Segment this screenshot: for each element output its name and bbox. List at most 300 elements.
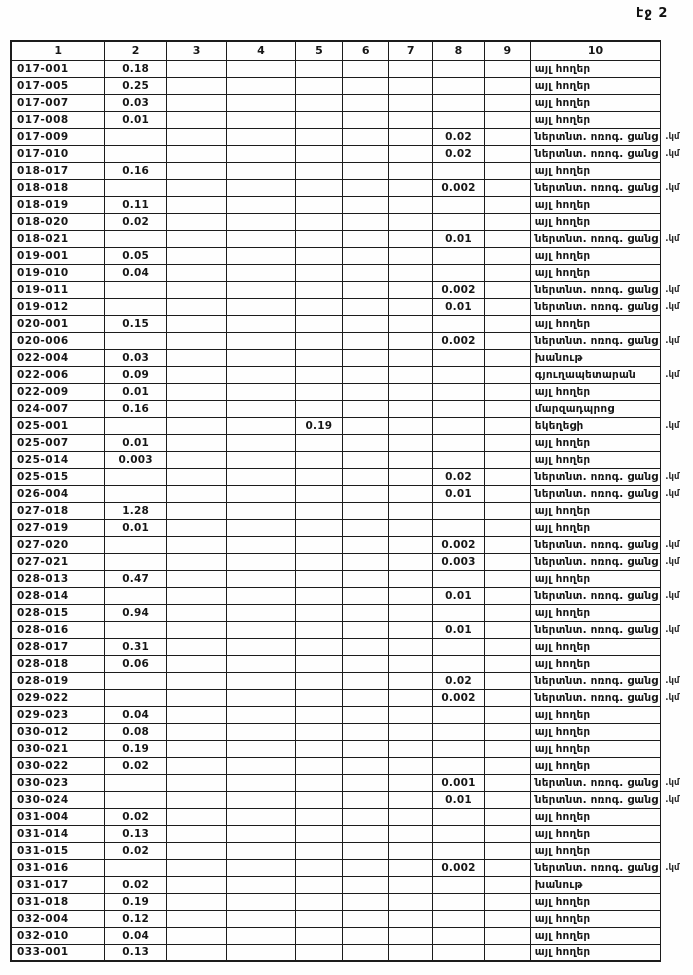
cell-value <box>484 893 530 910</box>
cell-value: 0.04 <box>105 264 166 281</box>
cell-parcel-code: 018-021 <box>11 230 105 247</box>
cell-value <box>105 485 166 502</box>
cell-value <box>105 179 166 196</box>
cell-value <box>389 723 433 740</box>
cell-value <box>227 417 295 434</box>
cell-value <box>389 468 433 485</box>
cell-value <box>433 247 485 264</box>
cell-value <box>166 417 227 434</box>
table-row <box>11 689 692 706</box>
cell-value <box>484 264 530 281</box>
cell-value <box>484 536 530 553</box>
cell-land-type: ներտնտ. ոռոգ. ցանց <box>530 621 660 638</box>
cell-value <box>227 128 295 145</box>
cell-value <box>484 944 530 961</box>
cell-value: 0.02 <box>433 468 485 485</box>
cell-value: 0.01 <box>105 111 166 128</box>
cell-parcel-code: 028-015 <box>11 604 105 621</box>
cell-value <box>433 451 485 468</box>
cell-parcel-code: 028-019 <box>11 672 105 689</box>
cell-value <box>227 434 295 451</box>
cell-value: 0.18 <box>105 60 166 77</box>
margin-note <box>661 910 692 927</box>
cell-value <box>295 162 343 179</box>
cell-value <box>295 808 343 825</box>
cell-value: 0.16 <box>105 400 166 417</box>
cell-value <box>389 706 433 723</box>
margin-note <box>661 400 692 417</box>
cell-parcel-code: 032-010 <box>11 927 105 944</box>
cell-value <box>343 808 389 825</box>
cell-value <box>389 689 433 706</box>
cell-value <box>484 60 530 77</box>
cell-value <box>227 145 295 162</box>
cell-value: 0.01 <box>433 298 485 315</box>
cell-land-type: այլ հողեր <box>530 927 660 944</box>
table-row <box>11 638 692 655</box>
cell-land-type: այլ հողեր <box>530 434 660 451</box>
cell-value <box>295 298 343 315</box>
cell-value <box>166 332 227 349</box>
table-row <box>11 111 692 128</box>
cell-value: 0.01 <box>433 230 485 247</box>
cell-value <box>227 485 295 502</box>
cell-parcel-code: 020-001 <box>11 315 105 332</box>
cell-value <box>295 672 343 689</box>
cell-value <box>484 553 530 570</box>
cell-land-type: այլ հողեր <box>530 213 660 230</box>
cell-value <box>343 417 389 434</box>
cell-land-type: ներտնտ. ոռոգ. ցանց <box>530 128 660 145</box>
cell-land-type: այլ հողեր <box>530 247 660 264</box>
cell-parcel-code: 028-018 <box>11 655 105 672</box>
cell-value <box>343 553 389 570</box>
cell-value <box>343 689 389 706</box>
margin-note <box>661 944 692 961</box>
margin-note <box>661 451 692 468</box>
cell-value <box>295 502 343 519</box>
cell-value <box>227 111 295 128</box>
cell-value <box>166 638 227 655</box>
table-row <box>11 842 692 859</box>
cell-value <box>389 77 433 94</box>
cell-value <box>295 179 343 196</box>
cell-value <box>227 332 295 349</box>
cell-value <box>484 111 530 128</box>
table-row <box>11 264 692 281</box>
cell-value: 0.19 <box>105 893 166 910</box>
cell-land-type: այլ հողեր <box>530 264 660 281</box>
margin-note: . կմ <box>661 485 692 502</box>
cell-value <box>343 485 389 502</box>
cell-value: 0.13 <box>105 825 166 842</box>
cell-land-type: այլ հողեր <box>530 944 660 961</box>
cell-value <box>389 94 433 111</box>
cell-value <box>166 94 227 111</box>
cell-parcel-code: 030-022 <box>11 757 105 774</box>
cell-value <box>166 179 227 196</box>
margin-note <box>661 434 692 451</box>
cell-land-type: այլ հողեր <box>530 94 660 111</box>
cell-value <box>484 366 530 383</box>
cell-value <box>166 502 227 519</box>
table-row <box>11 196 692 213</box>
cell-value <box>433 60 485 77</box>
table-row <box>11 944 692 961</box>
cell-value <box>343 349 389 366</box>
table-row <box>11 94 692 111</box>
cell-parcel-code: 033-001 <box>11 944 105 961</box>
margin-note: . կմ <box>661 298 692 315</box>
cell-value <box>166 264 227 281</box>
cell-value <box>295 434 343 451</box>
cell-value <box>166 791 227 808</box>
cell-value <box>389 162 433 179</box>
cell-parcel-code: 017-010 <box>11 145 105 162</box>
cell-value <box>227 213 295 230</box>
cell-parcel-code: 018-019 <box>11 196 105 213</box>
cell-value <box>343 400 389 417</box>
table-row <box>11 451 692 468</box>
cell-value <box>166 740 227 757</box>
margin-note <box>661 60 692 77</box>
cell-value <box>389 910 433 927</box>
cell-parcel-code: 024-007 <box>11 400 105 417</box>
cell-value <box>389 417 433 434</box>
cell-value: 0.002 <box>433 281 485 298</box>
cell-value <box>166 315 227 332</box>
cell-value <box>166 672 227 689</box>
table-row <box>11 655 692 672</box>
cell-value <box>343 196 389 213</box>
cell-value: 0.06 <box>105 655 166 672</box>
cell-value <box>343 468 389 485</box>
table-row <box>11 213 692 230</box>
cell-value <box>295 60 343 77</box>
cell-value <box>343 570 389 587</box>
cell-value <box>343 162 389 179</box>
cell-value: 0.002 <box>433 332 485 349</box>
cell-value <box>433 315 485 332</box>
cell-value <box>389 808 433 825</box>
margin-note <box>661 893 692 910</box>
table-row <box>11 298 692 315</box>
margin-note <box>661 77 692 94</box>
cell-land-type: այլ հողեր <box>530 383 660 400</box>
cell-value <box>343 451 389 468</box>
cell-value <box>105 417 166 434</box>
table-row <box>11 128 692 145</box>
cell-value <box>433 570 485 587</box>
cell-land-type: ներտնտ. ոռոգ. ցանց <box>530 298 660 315</box>
cell-parcel-code: 027-019 <box>11 519 105 536</box>
cell-land-type: մարզադպրոց <box>530 400 660 417</box>
margin-note <box>661 162 692 179</box>
cell-value <box>389 944 433 961</box>
cell-value <box>389 655 433 672</box>
cell-value <box>484 859 530 876</box>
cell-value <box>389 400 433 417</box>
table-row <box>11 570 692 587</box>
cell-value: 0.15 <box>105 315 166 332</box>
table-row <box>11 162 692 179</box>
cell-value <box>433 808 485 825</box>
margin-note <box>661 825 692 842</box>
table-row <box>11 179 692 196</box>
cell-value: 0.19 <box>105 740 166 757</box>
cell-value <box>295 536 343 553</box>
margin-note <box>661 196 692 213</box>
table-row <box>11 247 692 264</box>
table-row <box>11 315 692 332</box>
cell-value <box>484 876 530 893</box>
cell-land-type: այլ հողեր <box>530 757 660 774</box>
cell-value <box>295 468 343 485</box>
cell-value <box>484 502 530 519</box>
cell-value: 0.02 <box>433 145 485 162</box>
cell-value <box>389 553 433 570</box>
cell-value <box>227 638 295 655</box>
cell-value <box>433 723 485 740</box>
cell-value <box>227 655 295 672</box>
margin-note <box>661 502 692 519</box>
cell-value: 0.04 <box>105 927 166 944</box>
table-row <box>11 553 692 570</box>
cell-value <box>343 111 389 128</box>
cell-value <box>295 366 343 383</box>
cell-parcel-code: 029-023 <box>11 706 105 723</box>
cell-value <box>484 332 530 349</box>
cell-value <box>433 77 485 94</box>
cell-value: 0.002 <box>433 179 485 196</box>
cell-value <box>105 128 166 145</box>
cell-value <box>166 366 227 383</box>
cell-value <box>227 366 295 383</box>
margin-note: . կմ <box>661 859 692 876</box>
cell-value <box>389 128 433 145</box>
column-header: 3 <box>166 41 227 60</box>
cell-land-type: այլ հողեր <box>530 519 660 536</box>
margin-note: . կմ <box>661 145 692 162</box>
cell-value <box>389 740 433 757</box>
cell-land-type: այլ հողեր <box>530 893 660 910</box>
cell-value <box>295 757 343 774</box>
table-row <box>11 706 692 723</box>
cell-value: 0.02 <box>105 757 166 774</box>
cell-value <box>343 655 389 672</box>
cell-value <box>484 315 530 332</box>
margin-note: . կմ <box>661 672 692 689</box>
table-row <box>11 672 692 689</box>
cell-value <box>389 264 433 281</box>
cell-land-type: ներտնտ. ոռոգ. ցանց <box>530 553 660 570</box>
table-row <box>11 77 692 94</box>
cell-value <box>105 553 166 570</box>
cell-value <box>166 944 227 961</box>
cell-value <box>389 434 433 451</box>
cell-value <box>166 876 227 893</box>
cell-land-type: ներտնտ. ոռոգ. ցանց <box>530 145 660 162</box>
cell-value <box>227 162 295 179</box>
cell-value: 0.002 <box>433 859 485 876</box>
cell-value <box>166 825 227 842</box>
cell-value <box>166 230 227 247</box>
cell-value <box>295 230 343 247</box>
cell-value <box>166 349 227 366</box>
cell-value <box>433 604 485 621</box>
column-header: 6 <box>343 41 389 60</box>
cell-land-type: ներտնտ. ոռոգ. ցանց <box>530 689 660 706</box>
table-row <box>11 893 692 910</box>
column-header: 4 <box>227 41 295 60</box>
cell-value: 0.08 <box>105 723 166 740</box>
cell-value <box>343 740 389 757</box>
cell-value <box>166 213 227 230</box>
cell-land-type: այլ հողեր <box>530 162 660 179</box>
cell-value <box>433 366 485 383</box>
cell-value: 0.02 <box>105 808 166 825</box>
margin-note <box>661 655 692 672</box>
table-body <box>11 60 692 961</box>
cell-value: 0.01 <box>433 791 485 808</box>
cell-value <box>433 264 485 281</box>
cell-value <box>343 774 389 791</box>
cell-value <box>227 706 295 723</box>
margin-note <box>661 723 692 740</box>
margin-note: . կմ <box>661 366 692 383</box>
cell-value <box>295 740 343 757</box>
cell-value <box>484 587 530 604</box>
cell-value <box>433 944 485 961</box>
cell-parcel-code: 028-014 <box>11 587 105 604</box>
cell-value <box>105 859 166 876</box>
cell-land-type: ներտնտ. ոռոգ. ցանց <box>530 179 660 196</box>
cell-value <box>433 519 485 536</box>
cell-value <box>389 213 433 230</box>
cell-value: 0.31 <box>105 638 166 655</box>
cell-value <box>295 281 343 298</box>
cell-parcel-code: 017-009 <box>11 128 105 145</box>
cell-value <box>389 927 433 944</box>
cell-land-type: եկեղեցի <box>530 417 660 434</box>
cell-value <box>484 672 530 689</box>
cell-parcel-code: 020-006 <box>11 332 105 349</box>
cell-value <box>227 570 295 587</box>
cell-value: 0.02 <box>433 128 485 145</box>
cell-value <box>227 791 295 808</box>
cell-parcel-code: 025-007 <box>11 434 105 451</box>
margin-note <box>661 315 692 332</box>
cell-value <box>166 570 227 587</box>
cell-value <box>105 230 166 247</box>
cell-value <box>343 723 389 740</box>
cell-parcel-code: 027-018 <box>11 502 105 519</box>
table-row <box>11 60 692 77</box>
cell-value <box>227 842 295 859</box>
cell-value <box>166 842 227 859</box>
cell-value <box>389 672 433 689</box>
cell-value <box>389 536 433 553</box>
cell-value <box>227 876 295 893</box>
cell-value <box>343 604 389 621</box>
cell-value <box>295 145 343 162</box>
cell-value <box>166 468 227 485</box>
cell-value <box>343 366 389 383</box>
cell-land-type: այլ հողեր <box>530 570 660 587</box>
cell-land-type: այլ հողեր <box>530 655 660 672</box>
cell-land-type: խանութ <box>530 876 660 893</box>
cell-value <box>433 213 485 230</box>
cell-value <box>227 94 295 111</box>
cell-value: 0.03 <box>105 349 166 366</box>
cell-parcel-code: 018-018 <box>11 179 105 196</box>
cell-value <box>295 349 343 366</box>
margin-note: . կմ <box>661 230 692 247</box>
table-row <box>11 332 692 349</box>
cell-land-type: ներտնտ. ոռոգ. ցանց <box>530 672 660 689</box>
cell-value <box>484 94 530 111</box>
margin-note <box>661 247 692 264</box>
cell-value <box>105 791 166 808</box>
cell-parcel-code: 022-004 <box>11 349 105 366</box>
cell-value <box>166 910 227 927</box>
cell-parcel-code: 019-001 <box>11 247 105 264</box>
cell-value <box>227 247 295 264</box>
column-header: 10 <box>530 41 660 60</box>
cell-value <box>484 468 530 485</box>
cell-value <box>227 808 295 825</box>
cell-value <box>433 111 485 128</box>
cell-value <box>343 298 389 315</box>
cell-value <box>343 247 389 264</box>
margin-note <box>661 876 692 893</box>
table-row <box>11 434 692 451</box>
cell-value <box>227 298 295 315</box>
cell-value <box>295 111 343 128</box>
cell-value: 0.003 <box>433 553 485 570</box>
cell-value <box>227 910 295 927</box>
cell-value <box>227 502 295 519</box>
margin-note <box>661 927 692 944</box>
cell-value <box>389 791 433 808</box>
table-row <box>11 417 692 434</box>
cell-value <box>484 281 530 298</box>
cell-value: 0.05 <box>105 247 166 264</box>
cell-value <box>295 638 343 655</box>
cell-value <box>343 315 389 332</box>
cell-value: 0.03 <box>105 94 166 111</box>
margin-note: . կմ <box>661 587 692 604</box>
cell-value: 0.04 <box>105 706 166 723</box>
cell-value <box>105 281 166 298</box>
cell-value <box>389 179 433 196</box>
cell-parcel-code: 025-001 <box>11 417 105 434</box>
cell-value <box>343 60 389 77</box>
cell-value <box>166 383 227 400</box>
cell-value <box>433 638 485 655</box>
cell-parcel-code: 018-020 <box>11 213 105 230</box>
cell-value: 0.19 <box>295 417 343 434</box>
cell-value: 0.12 <box>105 910 166 927</box>
cell-value <box>295 247 343 264</box>
margin-note: . կմ <box>661 689 692 706</box>
cell-land-type: այլ հողեր <box>530 723 660 740</box>
cell-value <box>166 196 227 213</box>
cell-value <box>343 145 389 162</box>
cell-land-type: ներտնտ. ոռոգ. ցանց <box>530 536 660 553</box>
cell-value <box>227 859 295 876</box>
cell-value <box>227 723 295 740</box>
